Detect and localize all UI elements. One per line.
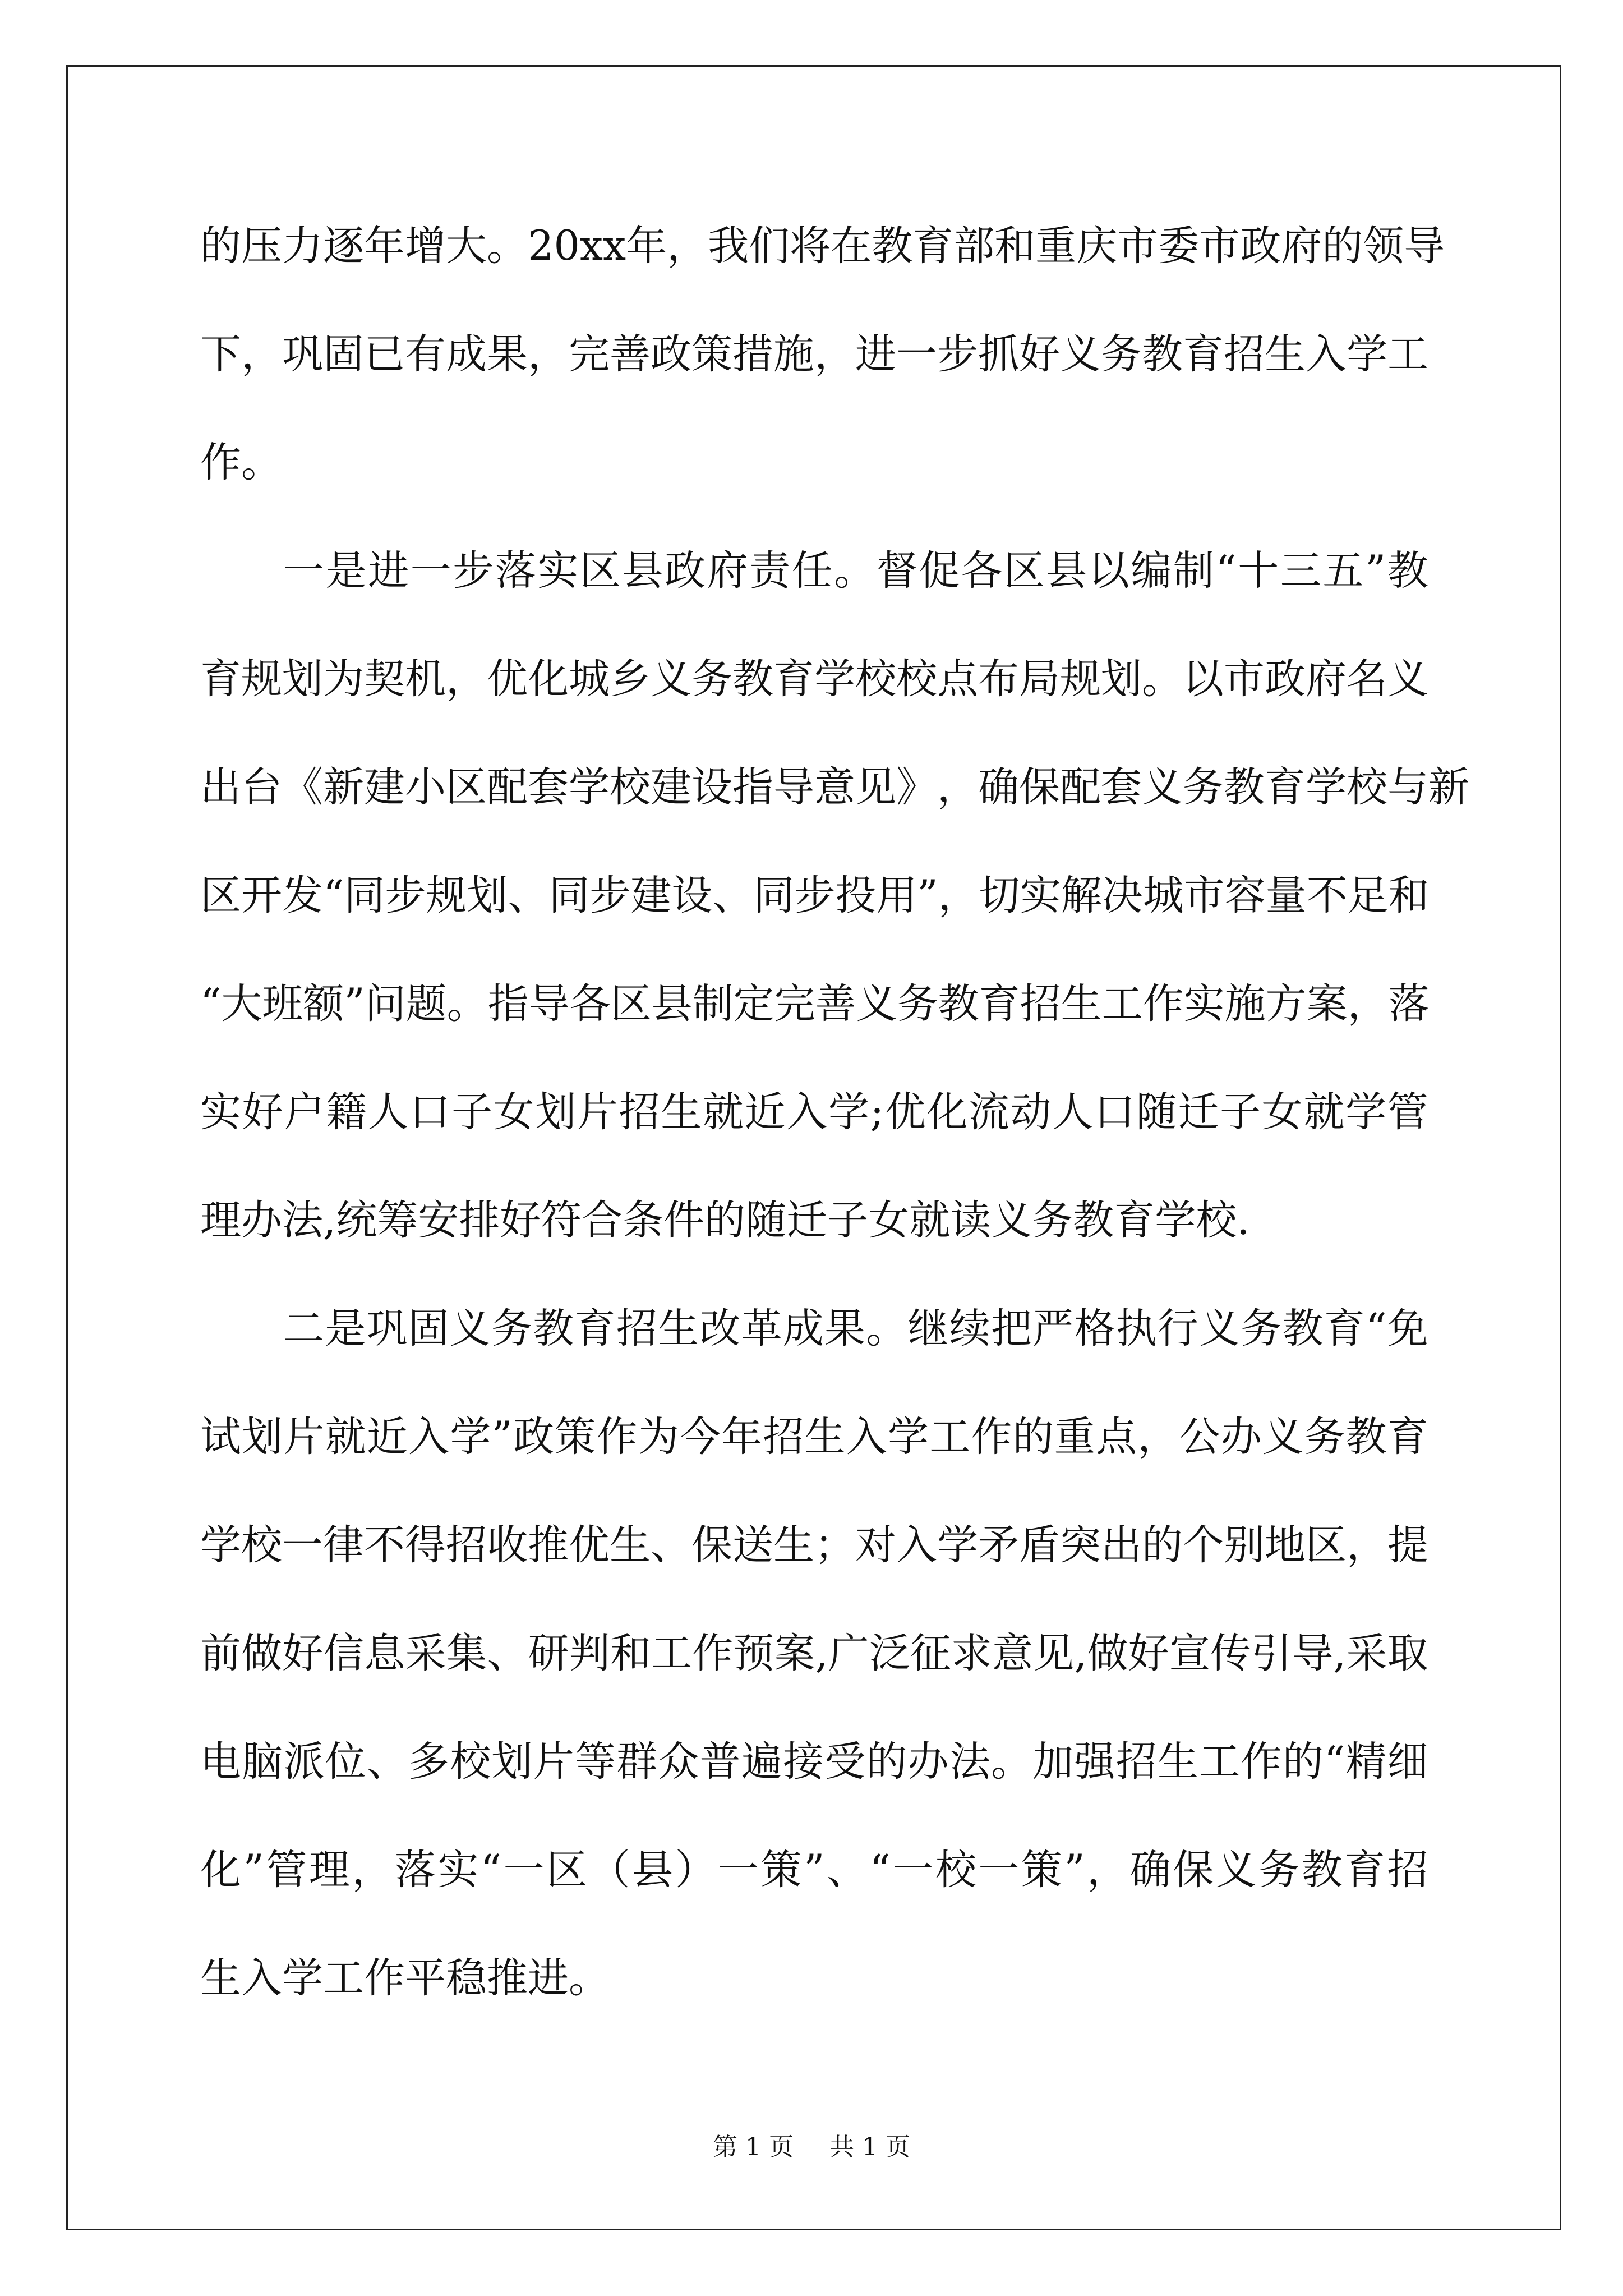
- text-line: 理办法,统筹安排好符合条件的随迁子女就读义务教育学校.: [200, 1197, 1250, 1244]
- text-line: 区 开 发 “ 同 步 规 划 、 同 步 建 设 、 同 步 投 用 ” ， 切 实 解 决 城 市 容 量 不 足 和: [200, 872, 1430, 919]
- text-line: 一 是 进 一 步 落 实 区 县 政 府 责 任 。 督 促 各 区 县 以 编 制 “ 十 三 五 ” 教: [283, 547, 1428, 595]
- text-line: 的 压 力 逐 年 增 大 。 20xx 年 ， 我 们 将 在 教 育 部 和 重 庆 市 委 市 政 府 的 领 导: [200, 222, 1445, 270]
- page-number: 第 1 页: [713, 2133, 794, 2161]
- text-line: 作。: [200, 439, 282, 486]
- text-line: 化 ” 管 理 ， 落 实 “ 一 区 （ 县 ） 一 策 ” 、 “ 一 校 一 策 ” ， 确 保 义 务 教 育 招: [200, 1846, 1428, 1894]
- text-line: 电 脑 派 位 、 多 校 划 片 等 群 众 普 遍 接 受 的 办 法 。 加 强 招 生 工 作 的 “ 精 细: [200, 1738, 1428, 1786]
- text-line: “ 大 班 额 ” 问 题 。 指 导 各 区 县 制 定 完 善 义 务 教 育 招 生 工 作 实 施 方 案 ， 落: [200, 980, 1430, 1028]
- document-body: [200, 216, 1469, 2056]
- text-line: 生入学工作平稳推进。: [200, 1954, 610, 2002]
- text-line: 实 好 户 籍 人 口 子 女 划 片 招 生 就 近 入 学 ; 优 化 流 动 人 口 随 迁 子 女 就 学 管: [200, 1088, 1428, 1136]
- page-total: 共 1 页: [829, 2133, 910, 2161]
- text-line: 学 校 一 律 不 得 招 收 推 优 生 、 保 送 生 ； 对 入 学 矛 盾 突 出 的 个 别 地 区 ， 提: [200, 1521, 1428, 1569]
- page-footer: [0, 2131, 1623, 2164]
- text-line: 二 是 巩 固 义 务 教 育 招 生 改 革 成 果 。 继 续 把 严 格 执 行 义 务 教 育 “ 免: [283, 1305, 1428, 1352]
- text-line: 育 规 划 为 契 机 ， 优 化 城 乡 义 务 教 育 学 校 校 点 布 局 规 划 。 以 市 政 府 名 义: [200, 655, 1428, 703]
- text-line: 试 划 片 就 近 入 学 ” 政 策 作 为 今 年 招 生 入 学 工 作 的 重 点 ， 公 办 义 务 教 育: [200, 1413, 1428, 1461]
- text-line: 下 ， 巩 固 已 有 成 果 ， 完 善 政 策 措 施 ， 进 一 步 抓 好 义 务 教 育 招 生 入 学 工: [200, 330, 1428, 378]
- text-line: 前 做 好 信 息 采 集 、 研 判 和 工 作 预 案 , 广 泛 征 求 意 见 , 做 好 宣 传 引 导 , 采 取: [200, 1630, 1428, 1677]
- text-line: 出 台 《 新 建 小 区 配 套 学 校 建 设 指 导 意 见 》 ， 确 保 配 套 义 务 教 育 学 校 与 新: [200, 763, 1469, 811]
